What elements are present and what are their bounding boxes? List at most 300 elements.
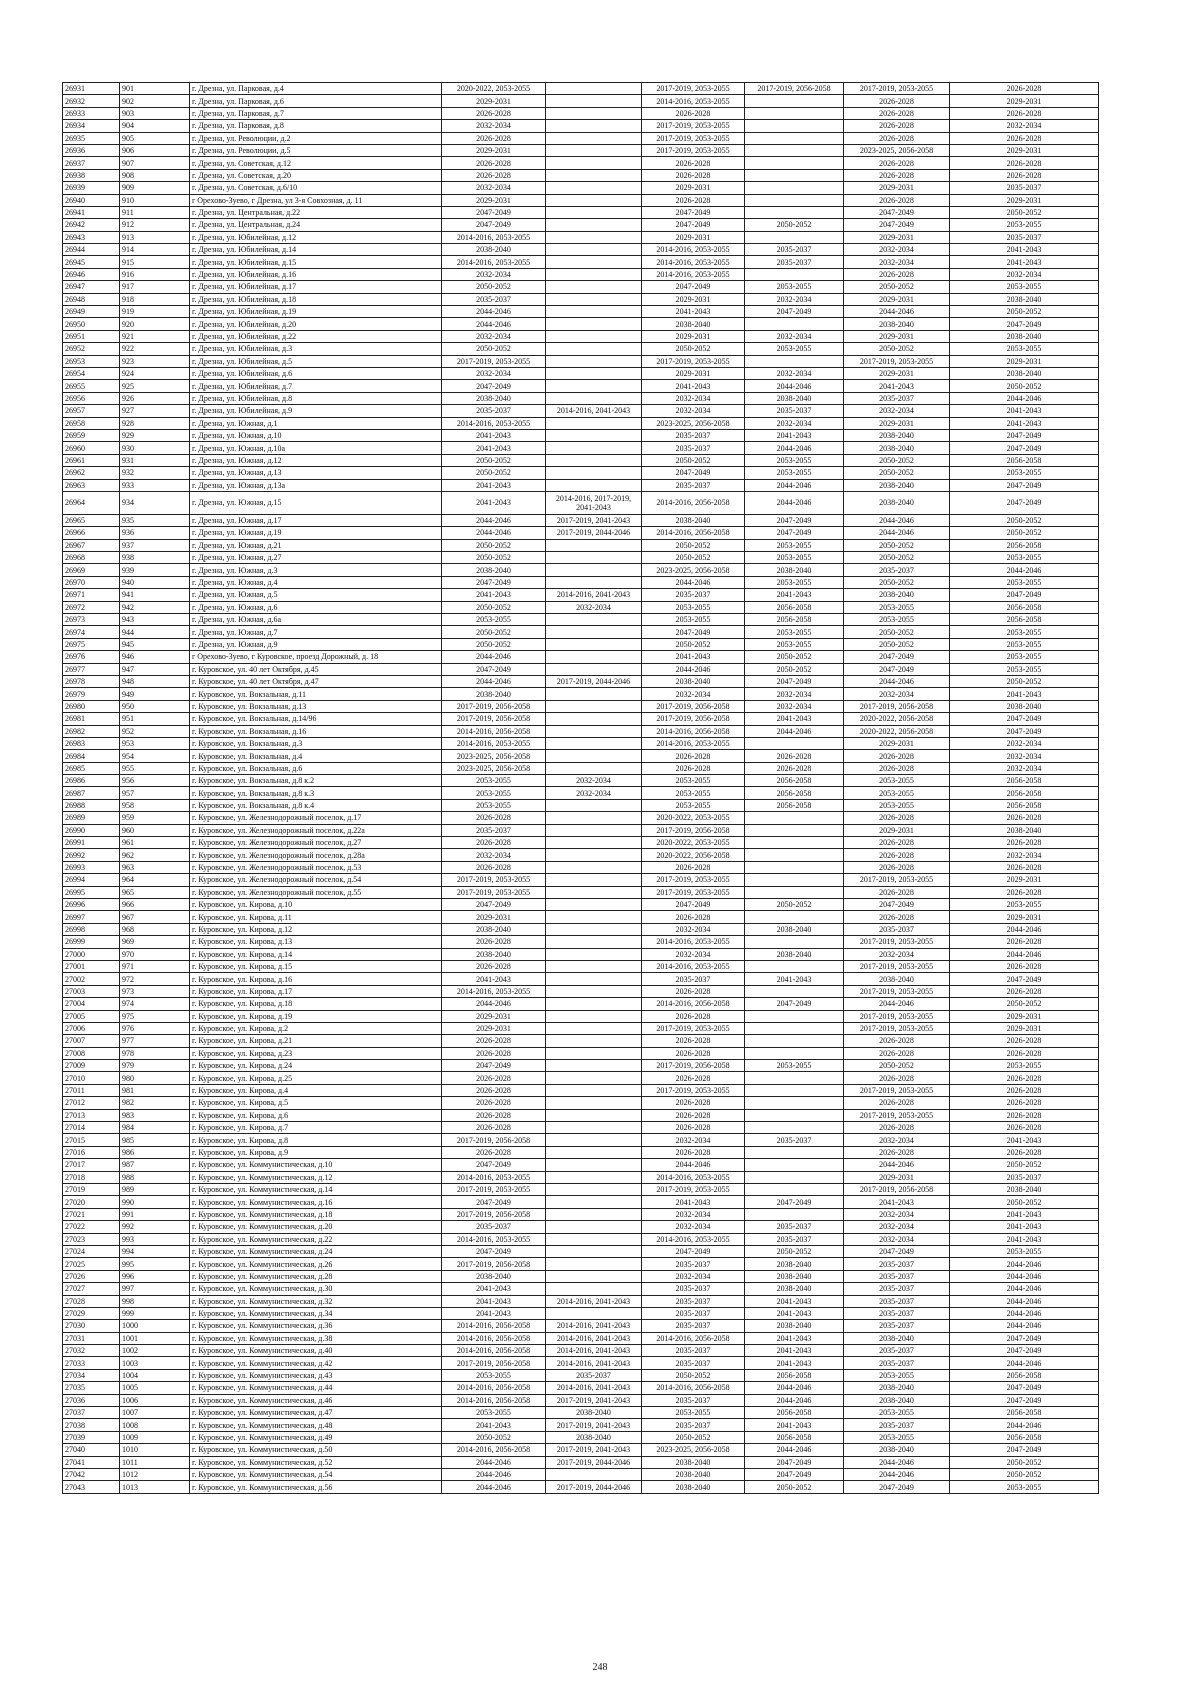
table-row: [63, 1221, 1099, 1233]
period-cell-5: 2047-2049: [844, 1481, 950, 1493]
period-cell-3: 2023-2025, 2056-2058: [642, 1444, 745, 1456]
table-row: [63, 405, 1099, 417]
period-cell-1: 2044-2046: [442, 1456, 546, 1468]
row-id: 27036: [63, 1394, 120, 1406]
address-cell: г. Куровское, ул. Кирова, д.15: [190, 960, 442, 972]
period-cell-1: 2050-2052: [442, 539, 546, 551]
period-cell-6: 2053-2055: [950, 1060, 1099, 1072]
address-cell: г. Дрезна, ул. Южная, д.12: [190, 454, 442, 466]
period-cell-2: [546, 700, 642, 712]
period-cell-5: 2026-2028: [844, 268, 950, 280]
row-number: 919: [120, 306, 190, 318]
period-cell-6: 2053-2055: [950, 467, 1099, 479]
period-cell-3: 2035-2037: [642, 973, 745, 985]
period-cell-5: 2023-2025, 2056-2058: [844, 144, 950, 156]
row-id: 26946: [63, 268, 120, 280]
row-number: 907: [120, 157, 190, 169]
period-cell-4: [745, 1122, 844, 1134]
period-cell-6: 2056-2058: [950, 1431, 1099, 1443]
period-cell-1: 2038-2040: [442, 392, 546, 404]
period-cell-3: 2026-2028: [642, 1010, 745, 1022]
period-cell-6: 2038-2040: [950, 700, 1099, 712]
period-cell-1: 2014-2016, 2053-2055: [442, 417, 546, 429]
address-cell: г. Куровское, ул. Кирова, д.12: [190, 923, 442, 935]
row-number: 991: [120, 1208, 190, 1220]
table-row: [63, 1196, 1099, 1208]
period-cell-1: 2038-2040: [442, 244, 546, 256]
period-cell-5: 2050-2052: [844, 576, 950, 588]
period-cell-3: 2035-2037: [642, 442, 745, 454]
period-cell-1: 2050-2052: [442, 1431, 546, 1443]
period-cell-1: 2050-2052: [442, 454, 546, 466]
period-cell-4: 2026-2028: [745, 750, 844, 762]
period-cell-3: 2035-2037: [642, 479, 745, 491]
period-cell-5: 2035-2037: [844, 1258, 950, 1270]
period-cell-6: 2026-2028: [950, 1097, 1099, 1109]
table-row: [63, 268, 1099, 280]
row-id: 26957: [63, 405, 120, 417]
period-cell-3: 2038-2040: [642, 1468, 745, 1480]
row-number: 924: [120, 367, 190, 379]
period-cell-3: 2014-2016, 2053-2055: [642, 960, 745, 972]
period-cell-5: 2050-2052: [844, 343, 950, 355]
row-id: 26975: [63, 638, 120, 650]
address-cell: г. Дрезна, ул. Южная, д.3: [190, 564, 442, 576]
period-cell-5: 2038-2040: [844, 1394, 950, 1406]
period-cell-2: [546, 1146, 642, 1158]
period-cell-6: 2053-2055: [950, 626, 1099, 638]
period-cell-3: 2026-2028: [642, 750, 745, 762]
period-cell-6: 2053-2055: [950, 576, 1099, 588]
address-cell: г. Куровское, ул. Кирова, д.24: [190, 1060, 442, 1072]
table-body: [63, 83, 1099, 1494]
period-cell-3: 2041-2043: [642, 1196, 745, 1208]
period-cell-6: 2050-2052: [950, 998, 1099, 1010]
period-cell-5: 2026-2028: [844, 1097, 950, 1109]
period-cell-1: 2032-2034: [442, 120, 546, 132]
period-cell-2: [546, 1270, 642, 1282]
period-cell-5: 2035-2037: [844, 1307, 950, 1319]
period-cell-3: 2032-2034: [642, 688, 745, 700]
period-cell-4: 2041-2043: [745, 1357, 844, 1369]
period-cell-1: 2041-2043: [442, 589, 546, 601]
period-cell-6: 2053-2055: [950, 219, 1099, 231]
period-cell-1: 2026-2028: [442, 812, 546, 824]
period-cell-2: [546, 1221, 642, 1233]
period-cell-3: 2014-2016, 2056-2058: [642, 1332, 745, 1344]
period-cell-4: [745, 169, 844, 181]
table-row: [63, 725, 1099, 737]
row-id: 26979: [63, 688, 120, 700]
row-id: 26932: [63, 95, 120, 107]
period-cell-2: [546, 799, 642, 811]
address-cell: г. Куровское, ул. Коммунистическая, д.46: [190, 1394, 442, 1406]
row-id: 26934: [63, 120, 120, 132]
period-cell-1: 2014-2016, 2056-2058: [442, 725, 546, 737]
address-cell: г. Куровское, ул. Вокзальная, д.8 к.3: [190, 787, 442, 799]
period-cell-5: 2017-2019, 2053-2055: [844, 1084, 950, 1096]
row-id: 26991: [63, 837, 120, 849]
period-cell-2: [546, 95, 642, 107]
row-id: 26939: [63, 182, 120, 194]
period-cell-2: [546, 626, 642, 638]
period-cell-3: 2032-2034: [642, 948, 745, 960]
table-row: [63, 1444, 1099, 1456]
address-cell: г. Дрезна, ул. Южная, д.6: [190, 601, 442, 613]
row-id: 26955: [63, 380, 120, 392]
period-cell-4: 2035-2037: [745, 1134, 844, 1146]
table-row: [63, 1159, 1099, 1171]
period-cell-6: 2026-2028: [950, 169, 1099, 181]
period-cell-2: [546, 306, 642, 318]
period-cell-4: 2053-2055: [745, 638, 844, 650]
period-cell-1: 2014-2016, 2053-2055: [442, 1233, 546, 1245]
period-cell-1: 2026-2028: [442, 1109, 546, 1121]
period-cell-4: [745, 874, 844, 886]
row-number: 968: [120, 923, 190, 935]
period-cell-1: 2044-2046: [442, 318, 546, 330]
period-cell-1: 2026-2028: [442, 1047, 546, 1059]
period-cell-4: 2038-2040: [745, 1270, 844, 1282]
period-cell-1: 2023-2025, 2056-2058: [442, 762, 546, 774]
row-number: 987: [120, 1159, 190, 1171]
period-cell-4: 2035-2037: [745, 1221, 844, 1233]
table-row: [63, 1369, 1099, 1381]
period-cell-3: 2035-2037: [642, 429, 745, 441]
address-cell: г. Дрезна, ул. Юбилейная, д.12: [190, 231, 442, 243]
address-cell: г. Куровское, ул. Коммунистическая, д.40: [190, 1345, 442, 1357]
period-cell-5: 2053-2055: [844, 787, 950, 799]
period-cell-2: [546, 293, 642, 305]
row-id: 26968: [63, 552, 120, 564]
period-cell-1: 2017-2019, 2056-2058: [442, 1357, 546, 1369]
address-cell: г. Куровское, ул. Коммунистическая, д.36: [190, 1320, 442, 1332]
period-cell-2: 2014-2016, 2041-2043: [546, 589, 642, 601]
period-cell-5: 2053-2055: [844, 601, 950, 613]
row-id: 26978: [63, 675, 120, 687]
address-cell: г. Куровское, ул. Вокзальная, д.8 к.4: [190, 799, 442, 811]
period-cell-6: 2041-2043: [950, 1134, 1099, 1146]
address-cell: г. Куровское, ул. Коммунистическая, д.54: [190, 1468, 442, 1480]
table-row: [63, 83, 1099, 95]
period-cell-6: 2029-2031: [950, 874, 1099, 886]
period-cell-4: [745, 837, 844, 849]
period-cell-6: 2044-2046: [950, 564, 1099, 576]
period-cell-2: [546, 1245, 642, 1257]
row-number: 965: [120, 886, 190, 898]
period-cell-4: 2044-2046: [745, 1394, 844, 1406]
row-number: 1009: [120, 1431, 190, 1443]
period-cell-3: 2017-2019, 2053-2055: [642, 1183, 745, 1195]
period-cell-4: 2053-2055: [745, 1060, 844, 1072]
period-cell-2: [546, 973, 642, 985]
period-cell-2: [546, 1109, 642, 1121]
table-row: [63, 1122, 1099, 1134]
period-cell-5: 2044-2046: [844, 1159, 950, 1171]
row-id: 26966: [63, 527, 120, 539]
period-cell-4: [745, 182, 844, 194]
period-cell-6: 2047-2049: [950, 479, 1099, 491]
period-cell-6: 2038-2040: [950, 293, 1099, 305]
period-cell-2: [546, 144, 642, 156]
period-cell-2: 2035-2037: [546, 1369, 642, 1381]
period-cell-3: 2050-2052: [642, 539, 745, 551]
period-cell-6: 2056-2058: [950, 799, 1099, 811]
period-cell-3: 2041-2043: [642, 380, 745, 392]
row-id: 26976: [63, 651, 120, 663]
row-number: 951: [120, 713, 190, 725]
row-id: 26972: [63, 601, 120, 613]
row-number: 947: [120, 663, 190, 675]
period-cell-6: 2026-2028: [950, 1122, 1099, 1134]
period-cell-6: 2044-2046: [950, 1419, 1099, 1431]
row-number: 914: [120, 244, 190, 256]
row-id: 27018: [63, 1171, 120, 1183]
row-number: 926: [120, 392, 190, 404]
address-cell: г. Дрезна, ул. Южная, д.7: [190, 626, 442, 638]
period-cell-4: 2053-2055: [745, 454, 844, 466]
period-cell-2: 2014-2016, 2041-2043: [546, 1382, 642, 1394]
period-cell-2: [546, 182, 642, 194]
table-row: [63, 589, 1099, 601]
period-cell-1: 2044-2046: [442, 1481, 546, 1493]
address-cell: г. Дрезна, ул. Центральная, д.24: [190, 219, 442, 231]
period-cell-2: [546, 824, 642, 836]
period-cell-3: 2035-2037: [642, 1357, 745, 1369]
address-cell: г. Дрезна, ул. Юбилейная, д.15: [190, 256, 442, 268]
row-number: 970: [120, 948, 190, 960]
period-cell-2: [546, 837, 642, 849]
row-id: 27026: [63, 1270, 120, 1282]
period-cell-3: 2017-2019, 2053-2055: [642, 1022, 745, 1034]
period-cell-6: 2053-2055: [950, 281, 1099, 293]
period-cell-5: 2044-2046: [844, 306, 950, 318]
row-number: 915: [120, 256, 190, 268]
period-cell-3: 2050-2052: [642, 1431, 745, 1443]
period-cell-2: [546, 1134, 642, 1146]
period-cell-6: 2029-2031: [950, 194, 1099, 206]
period-cell-5: 2044-2046: [844, 514, 950, 526]
row-number: 1012: [120, 1468, 190, 1480]
row-number: 950: [120, 700, 190, 712]
period-cell-2: [546, 552, 642, 564]
period-cell-2: [546, 1159, 642, 1171]
table-row: [63, 1258, 1099, 1270]
period-cell-1: 2053-2055: [442, 787, 546, 799]
period-cell-2: [546, 861, 642, 873]
period-cell-5: 2035-2037: [844, 1357, 950, 1369]
period-cell-3: 2026-2028: [642, 1047, 745, 1059]
period-cell-1: 2026-2028: [442, 1072, 546, 1084]
period-cell-2: 2014-2016, 2017-2019, 2041-2043: [546, 491, 642, 514]
period-cell-5: 2026-2028: [844, 1122, 950, 1134]
row-id: 26973: [63, 614, 120, 626]
period-cell-3: 2038-2040: [642, 675, 745, 687]
period-cell-6: 2026-2028: [950, 1072, 1099, 1084]
table-row: [63, 1047, 1099, 1059]
period-cell-3: 2014-2016, 2053-2055: [642, 1233, 745, 1245]
period-cell-3: 2014-2016, 2056-2058: [642, 491, 745, 514]
address-cell: г. Куровское, ул. Коммунистическая, д.43: [190, 1369, 442, 1381]
period-cell-1: 2044-2046: [442, 306, 546, 318]
address-cell: г. Дрезна, ул. Советская, д.20: [190, 169, 442, 181]
period-cell-3: 2026-2028: [642, 107, 745, 119]
table-row: [63, 1060, 1099, 1072]
period-cell-5: 2050-2052: [844, 454, 950, 466]
period-cell-6: 2038-2040: [950, 824, 1099, 836]
period-cell-1: 2014-2016, 2056-2058: [442, 1382, 546, 1394]
address-cell: г. Куровское, ул. Коммунистическая, д.24: [190, 1245, 442, 1257]
period-cell-1: 2017-2019, 2053-2055: [442, 874, 546, 886]
period-cell-2: [546, 256, 642, 268]
period-cell-3: 2053-2055: [642, 614, 745, 626]
period-cell-5: 2053-2055: [844, 1407, 950, 1419]
address-cell: г. Куровское, ул. Кирова, д.6: [190, 1109, 442, 1121]
period-cell-6: 2053-2055: [950, 899, 1099, 911]
address-cell: г. Куровское, ул. Кирова, д.8: [190, 1134, 442, 1146]
period-cell-2: [546, 874, 642, 886]
period-cell-6: 2044-2046: [950, 1357, 1099, 1369]
period-cell-3: 2047-2049: [642, 281, 745, 293]
address-cell: г. Дрезна, ул. Юбилейная, д.5: [190, 355, 442, 367]
period-cell-5: 2035-2037: [844, 923, 950, 935]
period-cell-3: 2029-2031: [642, 330, 745, 342]
table-row: [63, 998, 1099, 1010]
period-cell-5: 2026-2028: [844, 861, 950, 873]
row-number: 984: [120, 1122, 190, 1134]
period-cell-2: [546, 911, 642, 923]
address-cell: г Орехово-Зуево, г Куровское, проезд Дорожный, д. 18: [190, 651, 442, 663]
period-cell-3: 2032-2034: [642, 1134, 745, 1146]
row-id: 26970: [63, 576, 120, 588]
period-cell-6: 2050-2052: [950, 514, 1099, 526]
period-cell-3: 2047-2049: [642, 467, 745, 479]
period-cell-2: 2017-2019, 2041-2043: [546, 514, 642, 526]
row-number: 957: [120, 787, 190, 799]
period-cell-3: 2026-2028: [642, 1109, 745, 1121]
period-cell-1: 2032-2034: [442, 849, 546, 861]
period-cell-6: 2026-2028: [950, 886, 1099, 898]
period-cell-4: [745, 849, 844, 861]
period-cell-2: [546, 1047, 642, 1059]
row-number: 986: [120, 1146, 190, 1158]
period-cell-3: 2026-2028: [642, 1097, 745, 1109]
address-cell: г. Куровское, ул. Вокзальная, д.14/96: [190, 713, 442, 725]
table-row: [63, 454, 1099, 466]
period-cell-3: 2017-2019, 2053-2055: [642, 1084, 745, 1096]
table-row: [63, 1407, 1099, 1419]
row-number: 943: [120, 614, 190, 626]
row-id: 27042: [63, 1468, 120, 1480]
period-cell-1: 2026-2028: [442, 1097, 546, 1109]
period-cell-4: 2041-2043: [745, 713, 844, 725]
row-id: 26938: [63, 169, 120, 181]
period-cell-4: 2038-2040: [745, 1320, 844, 1332]
period-cell-4: [745, 318, 844, 330]
period-cell-6: 2044-2046: [950, 948, 1099, 960]
period-cell-6: 2032-2034: [950, 750, 1099, 762]
row-id: 26950: [63, 318, 120, 330]
period-cell-5: 2047-2049: [844, 899, 950, 911]
period-cell-1: 2014-2016, 2056-2058: [442, 1394, 546, 1406]
period-cell-1: 2047-2049: [442, 1245, 546, 1257]
row-number: 940: [120, 576, 190, 588]
address-cell: г. Дрезна, ул. Советская, д.6/10: [190, 182, 442, 194]
period-cell-3: 2014-2016, 2053-2055: [642, 1171, 745, 1183]
table-row: [63, 306, 1099, 318]
period-cell-6: 2035-2037: [950, 182, 1099, 194]
row-number: 974: [120, 998, 190, 1010]
period-cell-1: 2029-2031: [442, 194, 546, 206]
period-cell-2: [546, 1183, 642, 1195]
period-cell-6: 2056-2058: [950, 787, 1099, 799]
period-cell-4: [745, 1109, 844, 1121]
period-cell-1: 2035-2037: [442, 824, 546, 836]
address-cell: г. Дрезна, ул. Южная, д.10: [190, 429, 442, 441]
period-cell-5: 2047-2049: [844, 651, 950, 663]
period-cell-2: [546, 1010, 642, 1022]
period-cell-2: [546, 663, 642, 675]
period-cell-6: 2047-2049: [950, 1382, 1099, 1394]
period-cell-1: 2029-2031: [442, 1010, 546, 1022]
row-id: 27032: [63, 1345, 120, 1357]
period-cell-5: 2020-2022, 2056-2058: [844, 725, 950, 737]
row-id: 26988: [63, 799, 120, 811]
period-cell-6: 2026-2028: [950, 837, 1099, 849]
period-cell-3: 2035-2037: [642, 1345, 745, 1357]
period-cell-1: 2026-2028: [442, 1122, 546, 1134]
period-cell-4: 2047-2049: [745, 1456, 844, 1468]
period-cell-2: [546, 960, 642, 972]
table-row: [63, 1146, 1099, 1158]
row-number: 997: [120, 1283, 190, 1295]
period-cell-5: 2053-2055: [844, 799, 950, 811]
row-number: 921: [120, 330, 190, 342]
period-cell-1: 2050-2052: [442, 626, 546, 638]
period-cell-1: 2032-2034: [442, 182, 546, 194]
period-cell-3: 2035-2037: [642, 1320, 745, 1332]
period-cell-2: 2014-2016, 2041-2043: [546, 1295, 642, 1307]
period-cell-2: [546, 417, 642, 429]
table-row: [63, 367, 1099, 379]
table-row: [63, 206, 1099, 218]
period-cell-4: 2047-2049: [745, 675, 844, 687]
period-cell-6: 2029-2031: [950, 355, 1099, 367]
period-cell-2: [546, 380, 642, 392]
table-row: [63, 1022, 1099, 1034]
period-cell-4: 2044-2046: [745, 479, 844, 491]
address-cell: г. Куровское, ул. Вокзальная, д.16: [190, 725, 442, 737]
table-row: [63, 973, 1099, 985]
table-row: [63, 479, 1099, 491]
period-cell-3: 2032-2034: [642, 923, 745, 935]
period-cell-4: 2056-2058: [745, 1407, 844, 1419]
row-id: 27011: [63, 1084, 120, 1096]
period-cell-1: 2017-2019, 2056-2058: [442, 1258, 546, 1270]
period-cell-4: 2047-2049: [745, 998, 844, 1010]
row-id: 26997: [63, 911, 120, 923]
period-cell-5: 2032-2034: [844, 256, 950, 268]
period-cell-1: 2047-2049: [442, 663, 546, 675]
period-cell-2: [546, 1022, 642, 1034]
period-cell-5: 2047-2049: [844, 219, 950, 231]
row-number: 953: [120, 737, 190, 749]
period-cell-4: 2050-2052: [745, 899, 844, 911]
row-number: 949: [120, 688, 190, 700]
address-cell: г. Куровское, ул. Коммунистическая, д.50: [190, 1444, 442, 1456]
address-cell: г. Куровское, ул. Кирова, д.14: [190, 948, 442, 960]
period-cell-5: 2029-2031: [844, 231, 950, 243]
